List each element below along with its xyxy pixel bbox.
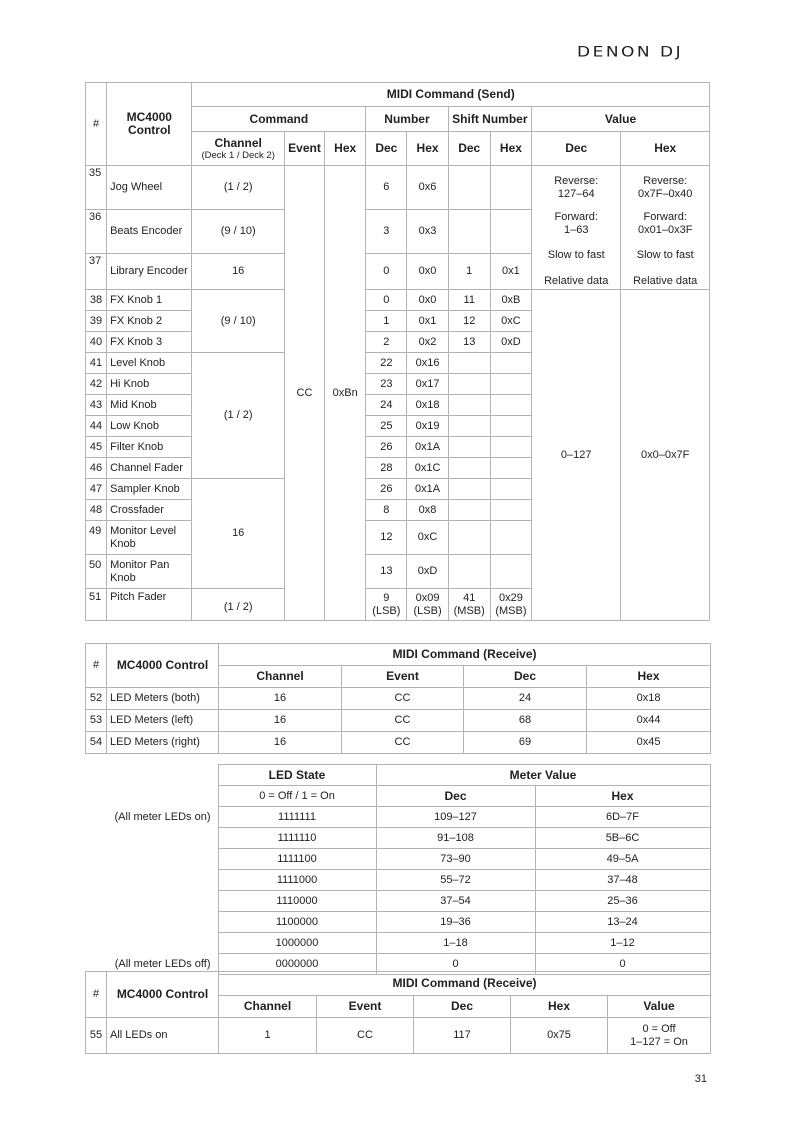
relative-dec: Relative data: [544, 275, 609, 287]
row-control: LED Meters (both): [107, 688, 219, 710]
row-hex: 0x18: [407, 395, 448, 416]
row-shift-hex: 0x29 (MSB): [490, 589, 531, 621]
row-num: 51: [86, 589, 107, 621]
row-control: FX Knob 3: [107, 332, 192, 353]
table-row: [85, 870, 710, 891]
row-control: Jog Wheel: [107, 166, 192, 210]
row-control: Filter Knob: [107, 437, 192, 458]
row-shift-dec: [448, 210, 490, 254]
row-shift-dec: [448, 166, 490, 210]
row-num: 52: [86, 688, 107, 710]
row-dec: 0: [366, 254, 407, 290]
row-hex: 0x3: [407, 210, 448, 254]
row-state: 1111100: [218, 849, 376, 870]
row-shift-hex: 0xD: [490, 332, 531, 353]
row-dec: 12: [366, 521, 407, 555]
row-hex: 0x2: [407, 332, 448, 353]
col-shift-dec: Dec: [448, 132, 490, 166]
row-hex: 0x16: [407, 353, 448, 374]
row-hex: 25–36: [535, 891, 710, 912]
col-value: Value: [532, 107, 710, 132]
row-hex: 0x6: [407, 166, 448, 210]
row-num: 47: [86, 479, 107, 500]
row-num: 49: [86, 521, 107, 555]
row-dec: 28: [366, 458, 407, 479]
row-dec: 91–108: [376, 828, 535, 849]
row-control: Hi Knob: [107, 374, 192, 395]
row-hex: 49–5A: [535, 849, 710, 870]
col-control: MC4000 Control: [107, 83, 192, 166]
row-num: 55: [86, 1018, 107, 1054]
row-hex: 0x45: [587, 732, 711, 754]
event-cell: CC: [284, 166, 324, 621]
row-dec: 117: [414, 1018, 511, 1054]
row-dec: 55–72: [376, 870, 535, 891]
row-dec: 3: [366, 210, 407, 254]
col-event: Event: [342, 666, 464, 688]
row-hex: 0x1: [407, 311, 448, 332]
col-num: #: [86, 644, 107, 688]
value-hex-relative: [621, 166, 710, 290]
row-dec: 22: [366, 353, 407, 374]
row-num: 44: [86, 416, 107, 437]
row-hex: 1–12: [535, 933, 710, 954]
table-row: [86, 166, 710, 210]
all-on-label: (All meter LEDs on): [85, 807, 218, 828]
col-led-state: LED State: [218, 765, 376, 786]
col-value-hex: Hex: [621, 132, 710, 166]
row-hex: 0x19: [407, 416, 448, 437]
col-value-dec: Dec: [532, 132, 621, 166]
row-dec: 1: [366, 311, 407, 332]
row-control: Mid Knob: [107, 395, 192, 416]
row-shift-dec: 13: [448, 332, 490, 353]
row-control: LED Meters (left): [107, 710, 219, 732]
row-shift-dec: 41 (MSB): [448, 589, 490, 621]
row-hex: 0x1A: [407, 437, 448, 458]
value-hex-range: 0x0–0x7F: [621, 290, 710, 621]
col-channel: [192, 132, 284, 166]
all-leds-table: [85, 971, 711, 1054]
col-hex: Hex: [587, 666, 711, 688]
row-dec: 26: [366, 479, 407, 500]
row-dec: 73–90: [376, 849, 535, 870]
row-dec: 0: [366, 290, 407, 311]
col-num: #: [86, 83, 107, 166]
row-control: FX Knob 1: [107, 290, 192, 311]
table-row: [85, 828, 710, 849]
row-hex: 0x1C: [407, 458, 448, 479]
value-dec-range: 0–127: [532, 290, 621, 621]
table-row: [86, 1018, 711, 1054]
row-hex: 0x18: [587, 688, 711, 710]
all-off-label: (All meter LEDs off): [85, 954, 218, 975]
row-hex: 5B–6C: [535, 828, 710, 849]
row-dec: 13: [366, 555, 407, 589]
col-midi-receive: MIDI Command (Receive): [219, 644, 711, 666]
row-dec: 24: [464, 688, 587, 710]
row-hex: 0: [535, 954, 710, 975]
midi-receive-meters-table: [85, 643, 711, 754]
row-event: CC: [317, 1018, 414, 1054]
row-dec: 8: [366, 500, 407, 521]
row-hex: 13–24: [535, 912, 710, 933]
row-control: Pitch Fader: [107, 589, 192, 621]
row-dec: 0: [376, 954, 535, 975]
table-row: [85, 912, 710, 933]
row-dec: 1–18: [376, 933, 535, 954]
channel-eq: (1 / 2): [192, 353, 284, 479]
row-num: 36: [86, 210, 107, 254]
channel-label: Channel: [214, 135, 262, 150]
row-shift-dec: 11: [448, 290, 490, 311]
row-control: Level Knob: [107, 353, 192, 374]
table-row: [85, 933, 710, 954]
brand-logo: DENON DJ: [577, 44, 684, 61]
table-row: [86, 290, 710, 311]
col-control: MC4000 Control: [107, 644, 219, 688]
row-hex: 6D–7F: [535, 807, 710, 828]
slow-fast-hex: Slow to fast: [636, 249, 694, 261]
row-shift-hex: 0xC: [490, 311, 531, 332]
col-midi-receive: MIDI Command (Receive): [219, 972, 711, 996]
row-dec: 23: [366, 374, 407, 395]
row-event: CC: [342, 732, 464, 754]
row-shift-hex: [490, 210, 531, 254]
row-control: Channel Fader: [107, 458, 192, 479]
col-hex: Hex: [325, 132, 366, 166]
col-command: Command: [192, 107, 366, 132]
row-num: 46: [86, 458, 107, 479]
row-event: CC: [342, 710, 464, 732]
relative-hex: Relative data: [633, 275, 698, 287]
col-number-hex: Hex: [407, 132, 448, 166]
table-row: [86, 732, 711, 754]
row-channel: 1: [219, 1018, 317, 1054]
table-row: [85, 891, 710, 912]
row-channel: (1 / 2): [192, 166, 284, 210]
channel-sampler: 16: [192, 479, 284, 589]
row-channel: 16: [219, 688, 342, 710]
row-num: 54: [86, 732, 107, 754]
col-control: MC4000 Control: [107, 972, 219, 1018]
page-number: 31: [694, 1073, 707, 1085]
row-state: 0000000: [218, 954, 376, 975]
row-num: 40: [86, 332, 107, 353]
row-value: 0 = Off 1–127 = On: [608, 1018, 711, 1054]
row-state: 1111000: [218, 870, 376, 891]
row-state: 1110000: [218, 891, 376, 912]
table-row: [85, 849, 710, 870]
col-shift-hex: Hex: [490, 132, 531, 166]
channel-sub-label: (Deck 1 / Deck 2): [201, 149, 275, 161]
row-state: 1111111: [218, 807, 376, 828]
reverse-dec: Reverse: 127–64: [554, 175, 599, 200]
row-shift-dec: 1: [448, 254, 490, 290]
slow-fast-dec: Slow to fast: [547, 249, 605, 261]
row-dec: 9 (LSB): [366, 589, 407, 621]
row-control: Crossfader: [107, 500, 192, 521]
row-dec: 26: [366, 437, 407, 458]
led-state-table: [85, 764, 711, 975]
col-channel: Channel: [219, 996, 317, 1018]
row-num: 38: [86, 290, 107, 311]
row-num: 45: [86, 437, 107, 458]
row-control: All LEDs on: [107, 1018, 219, 1054]
row-num: 48: [86, 500, 107, 521]
table-row: [85, 807, 710, 828]
col-event: Event: [284, 132, 324, 166]
hex-cell: 0xBn: [325, 166, 366, 621]
table-row: [86, 710, 711, 732]
row-hex: 0xC: [407, 521, 448, 555]
row-state: 1111110: [218, 828, 376, 849]
row-dec: 19–36: [376, 912, 535, 933]
row-channel: (1 / 2): [192, 589, 284, 621]
col-midi-send: MIDI Command (Send): [192, 83, 710, 107]
row-shift-dec: 12: [448, 311, 490, 332]
row-control: Beats Encoder: [107, 210, 192, 254]
row-hex: 0x0: [407, 290, 448, 311]
row-dec: 109–127: [376, 807, 535, 828]
row-num: 53: [86, 710, 107, 732]
row-shift-hex: 0x1: [490, 254, 531, 290]
row-hex: 0x1A: [407, 479, 448, 500]
row-state: 1100000: [218, 912, 376, 933]
col-meter-value: Meter Value: [376, 765, 710, 786]
led-state-sub: 0 = Off / 1 = On: [218, 786, 376, 807]
row-control: Library Encoder: [107, 254, 192, 290]
row-dec: 37–54: [376, 891, 535, 912]
row-channel: (9 / 10): [192, 210, 284, 254]
row-control: Low Knob: [107, 416, 192, 437]
row-hex: 37–48: [535, 870, 710, 891]
col-dec: Dec: [464, 666, 587, 688]
row-num: 42: [86, 374, 107, 395]
row-state: 1000000: [218, 933, 376, 954]
col-dec: Dec: [376, 786, 535, 807]
row-num: 35: [86, 166, 107, 210]
row-dec: 25: [366, 416, 407, 437]
col-hex: Hex: [535, 786, 710, 807]
col-dec: Dec: [414, 996, 511, 1018]
row-dec: 6: [366, 166, 407, 210]
row-hex: 0xD: [407, 555, 448, 589]
col-number: Number: [366, 107, 448, 132]
row-dec: 24: [366, 395, 407, 416]
row-dec: 68: [464, 710, 587, 732]
row-control: LED Meters (right): [107, 732, 219, 754]
forward-dec: Forward: 1–63: [554, 211, 598, 236]
col-event: Event: [317, 996, 414, 1018]
col-value: Value: [608, 996, 711, 1018]
row-num: 43: [86, 395, 107, 416]
row-hex: 0x8: [407, 500, 448, 521]
row-event: CC: [342, 688, 464, 710]
row-hex: 0x17: [407, 374, 448, 395]
table-row: [86, 688, 711, 710]
row-num: 37: [86, 254, 107, 290]
row-channel: 16: [192, 254, 284, 290]
row-hex: 0x0: [407, 254, 448, 290]
row-channel: 16: [219, 710, 342, 732]
midi-send-table: [85, 82, 710, 621]
row-control: Monitor Pan Knob: [107, 555, 192, 589]
forward-hex: Forward: 0x01–0x3F: [637, 211, 693, 236]
row-control: Sampler Knob: [107, 479, 192, 500]
reverse-hex: Reverse: 0x7F–0x40: [637, 175, 693, 200]
col-num: #: [86, 972, 107, 1018]
row-channel: 16: [219, 732, 342, 754]
row-shift-hex: 0xB: [490, 290, 531, 311]
row-shift-hex: [490, 166, 531, 210]
row-hex: 0x09 (LSB): [407, 589, 448, 621]
row-dec: 69: [464, 732, 587, 754]
row-hex: 0x44: [587, 710, 711, 732]
col-number-dec: Dec: [366, 132, 407, 166]
col-hex: Hex: [511, 996, 608, 1018]
row-num: 39: [86, 311, 107, 332]
row-control: Monitor Level Knob: [107, 521, 192, 555]
value-dec-relative: [532, 166, 621, 290]
channel-fx: (9 / 10): [192, 290, 284, 353]
col-shift-number: Shift Number: [448, 107, 531, 132]
row-dec: 2: [366, 332, 407, 353]
row-num: 50: [86, 555, 107, 589]
row-num: 41: [86, 353, 107, 374]
row-control: FX Knob 2: [107, 311, 192, 332]
col-channel: Channel: [219, 666, 342, 688]
row-hex: 0x75: [511, 1018, 608, 1054]
